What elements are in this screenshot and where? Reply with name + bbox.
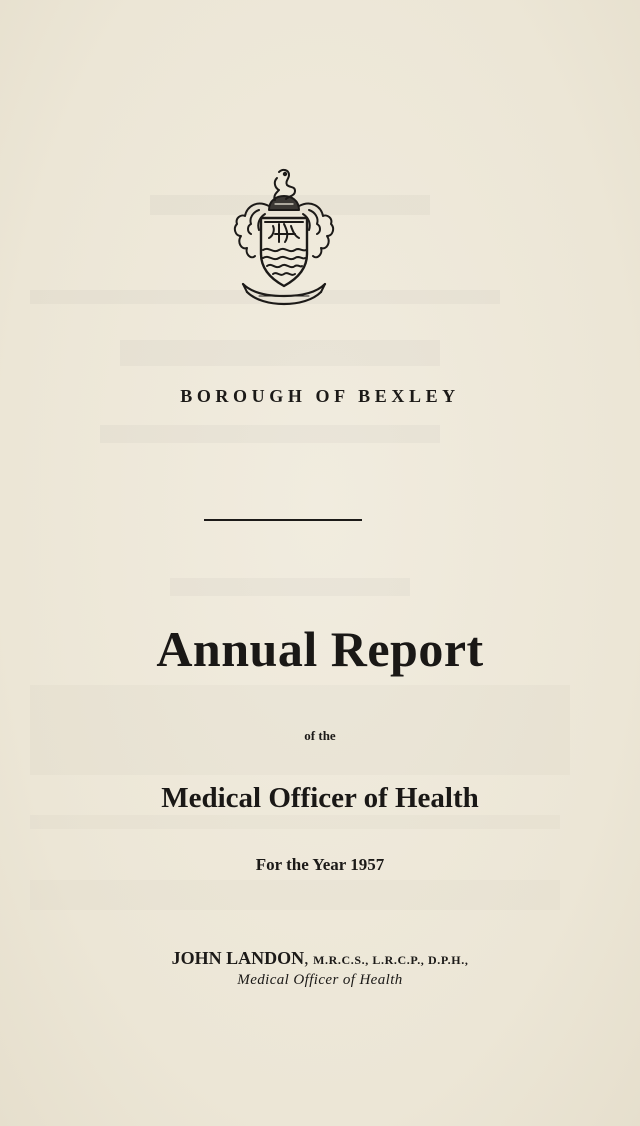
bleed-through-texture xyxy=(120,340,440,366)
bleed-through-texture xyxy=(100,425,440,443)
divider-rule xyxy=(204,519,362,521)
author-qualifications: M.R.C.S., L.R.C.P., D.P.H., xyxy=(313,953,469,967)
coat-of-arms-icon xyxy=(229,166,339,308)
bleed-through-texture xyxy=(30,880,560,910)
author-role: Medical Officer of Health xyxy=(237,972,403,988)
report-title: Annual Report xyxy=(156,621,484,677)
report-year: For the Year 1957 xyxy=(255,855,385,874)
report-subtitle: Medical Officer of Health xyxy=(161,782,479,814)
bleed-through-texture xyxy=(170,578,410,596)
author-separator: , xyxy=(304,948,314,968)
connector-text: of the xyxy=(304,728,336,743)
author-line xyxy=(0,948,640,969)
bleed-through-texture xyxy=(30,815,560,829)
borough-name: BOROUGH OF BEXLEY xyxy=(180,386,460,406)
author-name: JOHN LANDON xyxy=(171,948,305,968)
